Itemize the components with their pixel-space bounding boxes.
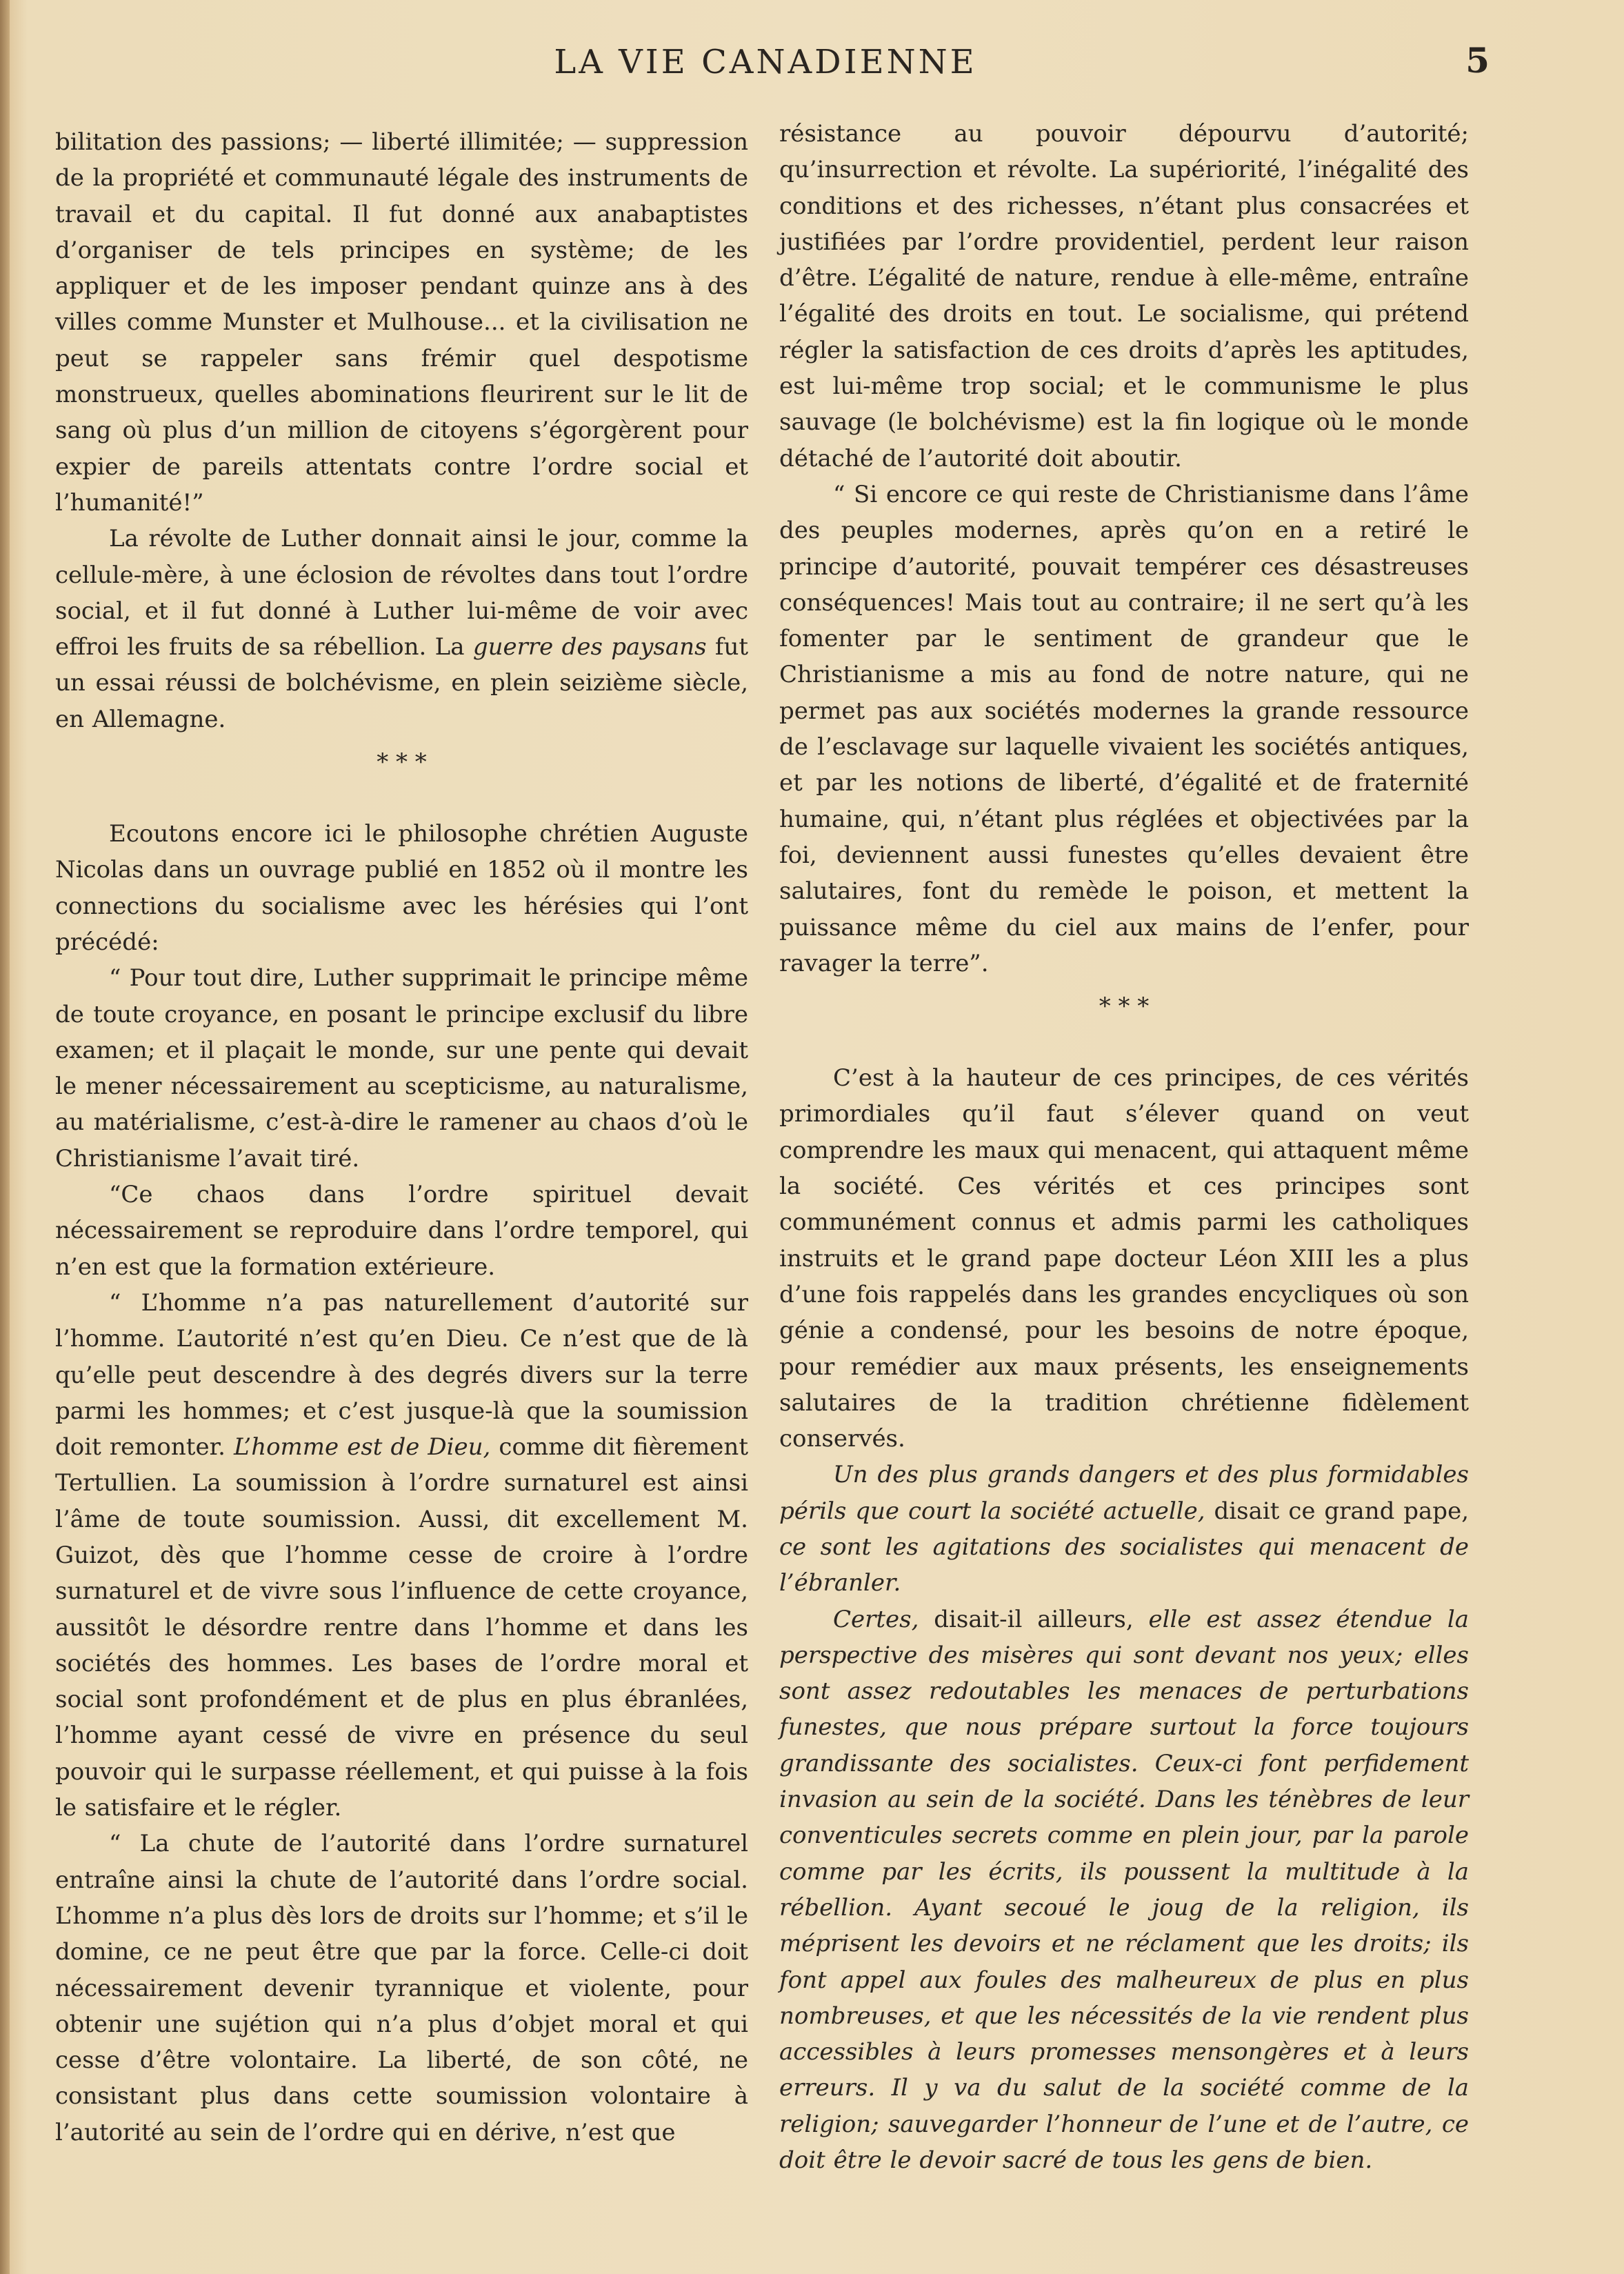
paragraph: C’est à la hauteur de ces principes, de ces vérités primordiales qu’il faut s’élever quand on veut comprendre les maux qui menacent, qui attaquent même la société. Ces vérités et ces principes sont communément connus et admis parmi les catholiques instruits et le grand pape docteur Léon XIII les a plus d’une fois rappelés dans les grandes encycliques où son génie a condensé, pour les besoins de notre époque, pour remédier aux maux présents, les enseignements salutaires de la tradition chrétienne fidèlement conservés. xyxy=(779,1064,1469,1453)
text-run: disait ce grand pape, xyxy=(1205,1497,1469,1525)
running-header-title: LA VIE CANADIENNE xyxy=(554,43,977,81)
paragraph: bilitation des passions; — liberté illimitée; — suppression de la propriété et communauté légale des instruments de travail et du capital. Il fut donné aux anabaptistes d’organiser de tels principes en système; de les appliquer et de les imposer pendant quinze ans à des villes comme Munster et Mulhouse... et la civilisation ne peut se rappeler sans frémir quel despotisme monstrueux, quelles abominations fleurirent sur le lit de sang où plus d’un million de citoyens s’égorgèrent pour expier de pareils attentats contre l’ordre social et l’humanité!” xyxy=(55,128,748,517)
paragraph xyxy=(55,521,748,737)
italic-text-run: Un des plus grands dangers et des plus formidables périls que court la société actuelle, xyxy=(779,1461,1469,1525)
asterism: * * * xyxy=(377,748,427,777)
paragraph xyxy=(55,1285,748,1826)
paragraph: “ Pour tout dire, Luther supprimait le principe même de toute croyance, en posant le principe exclusif du libre examen; et il plaçait le monde, sur une pente qui devait le mener nécessairement au scepticisme, au naturalisme, au matérialisme, c’est-à-dire le ramener au chaos d’où le Christianisme l’avait tiré. xyxy=(55,964,748,1173)
italic-text-run: elle est assez étendue la perspective des misères qui sont devant nos yeux; elles sont assez redoutables les menaces de perturbations funestes, que nous prépare surtout la force toujours grandissante des socialistes. Ceux-ci font perfidement invasion au sein de la société. Dans les ténèbres de leur conventicules secrets comme en plein jour, par la parole comme par les écrits, ils poussent la multitude à la rébellion. Ayant secoué le joug de la religion, ils méprisent les devoirs et ne réclament que les droits; ils font appel aux foules des malheureux de plus en plus nombreuses, et que les nécessités de la vie rendent plus accessibles à leurs promesses mensongères et à leurs erreurs. Il y va du salut de la société comme de la religion; sauvegarder l’honneur de l’une et de l’autre, ce doit être le devoir sacré de tous les gens de bien. xyxy=(779,1605,1469,2175)
paragraph: “ Si encore ce qui reste de Christianisme dans l’âme des peuples modernes, après qu’on en a retiré le principe d’autorité, pouvait tempérer ces désastreuses conséquences! Mais tout au contraire; il ne sert qu’à les fomenter par le sentiment de grandeur que le Christianisme a mis au fond de notre nature, qui ne permet pas aux sociétés modernes la grande ressource de l’esclavage sur laquelle vivaient les sociétés antiques, et par les notions de liberté, d’égalité et de fraternité humaine, qui, n’étant plus réglées et objectivées par la foi, deviennent aussi funestes qu’elles devaient être salutaires, font du remède le poison, et mettent la puissance même du ciel aux mains de l’enfer, pour ravager la terre”. xyxy=(779,480,1469,977)
text-run: La révolte de Luther donnait ainsi le jour, comme la cellule-mère, à une éclosion de révoltes dans tout l’ordre social, et il fut donné à Luther lui-même de voir avec effroi les fruits de sa rébellion. La xyxy=(55,525,748,661)
asterism: * * * xyxy=(1099,993,1150,1021)
section-separator xyxy=(779,981,1469,1048)
italic-text-run: ce sont les agitations des socialistes qui menacent de l’ébranler. xyxy=(779,1533,1469,1597)
text-run: comme dit fièrement Tertullien. La soumission à l’ordre surnaturel est ainsi l’âme de toute soumission. Aussi, dit excellement M. Guizot, dès que l’homme cesse de croire à l’ordre surnaturel et de vivre sous l’influence de cette croyance, aussitôt le désordre rentre dans l’homme et dans les sociétés des hommes. Les bases de l’ordre moral et social sont profondément et de plus en plus ébranlées, l’homme ayant cessé de vivre en présence du seul pouvoir qui le surpasse réellement, et qui puisse à la fois le satisfaire et le régler. xyxy=(55,1433,748,1822)
left-column xyxy=(55,124,748,2151)
paragraph: “ La chute de l’autorité dans l’ordre surnaturel entraîne ainsi la chute de l’autorité dans l’ordre social. L’homme n’a plus dès lors de droits sur l’homme; et s’il le domine, ce ne peut être que par la force. Celle-ci doit nécessairement devenir tyrannique et violente, pour obtenir une sujétion qui n’a plus d’objet moral et qui cesse d’être volontaire. La liberté, de son côté, ne consistant plus dans cette soumission volontaire à l’autorité au sein de l’ordre qui en dérive, n’est que xyxy=(55,1830,748,2146)
italic-text-run: Certes, xyxy=(833,1605,919,1633)
text-run: “ L’homme n’a pas naturellement d’autorité sur l’homme. L’autorité n’est qu’en Dieu. Ce n’est que de là qu’elle peut descendre à des degrés divers sur la terre parmi les hommes; et c’est jusque-là que la soumission doit remonter. xyxy=(55,1288,748,1462)
right-column xyxy=(779,116,1469,2178)
text-run: disait-il ailleurs, xyxy=(919,1605,1149,1633)
section-separator xyxy=(55,737,748,804)
paragraph xyxy=(779,1602,1469,2179)
italic-text-run: guerre des paysans xyxy=(472,633,707,661)
paragraph: “Ce chaos dans l’ordre spirituel devait nécessairement se reproduire dans l’ordre temporel, qui n’en est que la formation extérieure. xyxy=(55,1181,748,1281)
italic-text-run: L’homme est de Dieu, xyxy=(233,1433,491,1462)
text-run: fut un essai réussi de bolchévisme, en plein seizième siècle, en Allemagne. xyxy=(55,633,749,733)
page-number: 5 xyxy=(1465,40,1490,81)
book-spine-shadow xyxy=(0,0,10,2274)
paragraph xyxy=(779,1457,1469,1601)
paragraph: Ecoutons encore ici le philosophe chrétien Auguste Nicolas dans un ouvrage publié en 1852 où il montre les connections du socialisme avec les hérésies qui l’ont précédé: xyxy=(55,820,748,956)
paragraph: résistance au pouvoir dépourvu d’autorité; qu’insurrection et révolte. La supériorité, l’inégalité des conditions et des richesses, n’étant plus consacrées et justifiées par l’ordre providentiel, perdent leur raison d’être. L’égalité de nature, rendue à elle-même, entraîne l’égalité des droits en tout. Le socialisme, qui prétend régler la satisfaction de ces droits d’après les aptitudes, est lui-même trop social; et le communisme le plus sauvage (le bolchévisme) est la fin logique où le monde détaché de l’autorité doit aboutir. xyxy=(779,120,1469,472)
